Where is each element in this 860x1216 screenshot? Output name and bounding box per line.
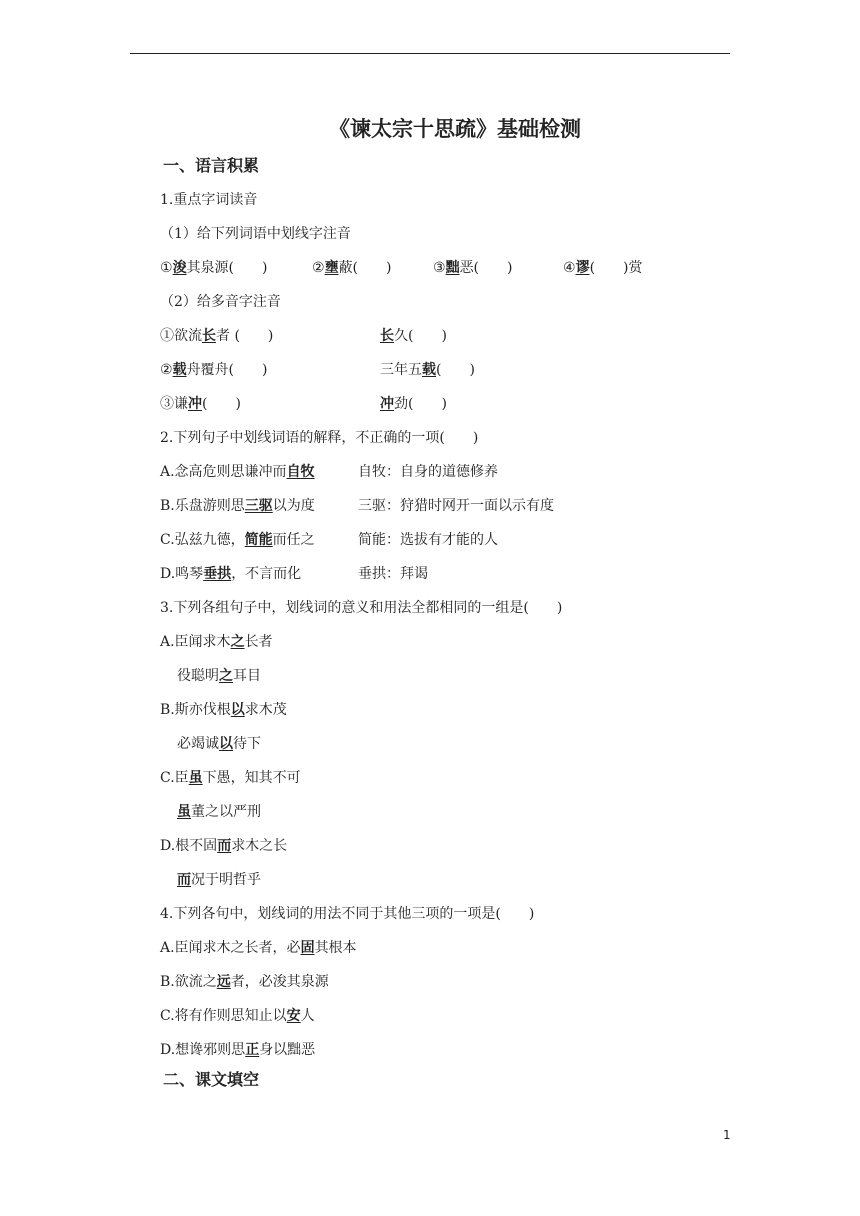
pronunciation-item: ④谬( )赏 <box>563 260 643 276</box>
option-explanation: 自牧：自身的道德修养 <box>358 464 498 480</box>
option-b: B.乐盘游则思三驱以为度 <box>160 498 315 514</box>
polyphone-item: 三年五载( ) <box>380 362 475 378</box>
page-title: 《谏太宗十思疏》基础检测 <box>329 117 581 141</box>
option-explanation: 三驱：狩猎时网开一面以示有度 <box>358 498 554 514</box>
option-c-second: 虽董之以严刑 <box>177 804 261 820</box>
polyphone-item: 长久( ) <box>380 328 447 344</box>
header-rule <box>130 53 730 54</box>
option-b: B.欲流之远者，必浚其泉源 <box>160 974 329 990</box>
question-3: 3.下列各组句子中，划线词的意义和用法全都相同的一组是( ) <box>160 600 563 616</box>
section-heading-2: 二、课文填空 <box>163 1070 260 1089</box>
option-explanation: 简能：选拔有才能的人 <box>358 532 498 548</box>
option-d: D.鸣琴垂拱，不言而化 <box>160 566 302 582</box>
polyphone-item: 冲劲( ) <box>380 396 447 412</box>
question-1-part-2: （2）给多音字注音 <box>160 294 281 310</box>
option-a: A.念高危则思谦冲而自牧 <box>160 464 315 480</box>
option-b-second: 必竭诚以待下 <box>177 736 261 752</box>
pronunciation-item: ①浚其泉源( ) <box>160 260 268 276</box>
option-a-second: 役聪明之耳目 <box>177 668 261 684</box>
option-a: A.臣闻求木之长者，必固其根本 <box>160 940 357 956</box>
section-heading-1: 一、语言积累 <box>163 156 260 175</box>
pronunciation-item: ②壅蔽( ) <box>312 260 392 276</box>
polyphone-item: ①欲流长者 ( ) <box>160 328 274 344</box>
option-c: C.弘兹九德，简能而任之 <box>160 532 315 548</box>
question-1-part-1: （1）给下列词语中划线字注音 <box>160 226 351 242</box>
option-c: C.将有作则思知止以安人 <box>160 1008 315 1024</box>
option-b: B.斯亦伐根以求木茂 <box>160 702 287 718</box>
option-d: D.想谗邪则思正身以黜恶 <box>160 1042 316 1058</box>
option-c: C.臣虽下愚，知其不可 <box>160 770 301 786</box>
option-d: D.根不固而求木之长 <box>160 838 288 854</box>
polyphone-item: ③谦冲( ) <box>160 396 241 412</box>
pronunciation-item: ③黜恶( ) <box>433 260 513 276</box>
question-2: 2.下列句子中划线词语的解释，不正确的一项( ) <box>160 430 479 446</box>
option-explanation: 垂拱：拜谒 <box>358 566 428 582</box>
option-a: A.臣闻求木之长者 <box>160 634 273 650</box>
question-4: 4.下列各句中，划线词的用法不同于其他三项的一项是( ) <box>160 906 535 922</box>
question-1: 1.重点字词读音 <box>160 192 258 208</box>
option-d-second: 而况于明哲乎 <box>177 872 261 888</box>
polyphone-item: ②载舟覆舟( ) <box>160 362 268 378</box>
page-number: 1 <box>723 1128 731 1142</box>
